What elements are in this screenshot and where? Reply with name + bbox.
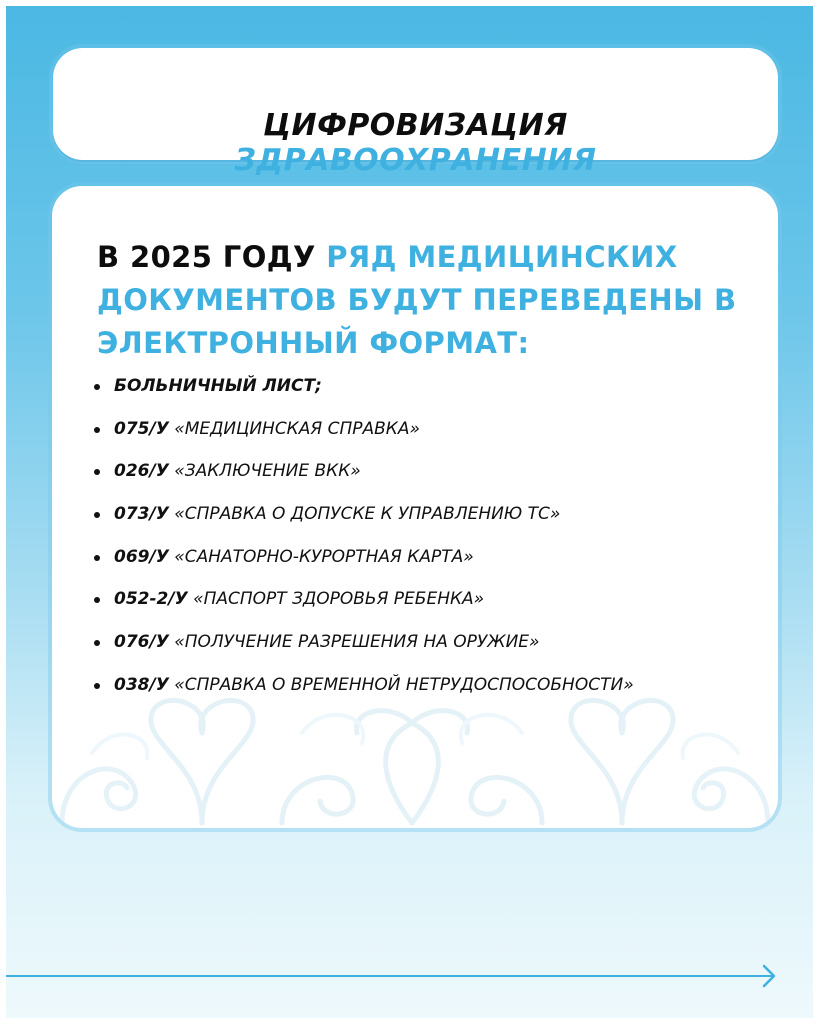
document-name: «ПАСПОРТ ЗДОРОВЬЯ РЕБЕНКА»	[193, 589, 485, 610]
bullet-icon	[94, 597, 100, 603]
bullet-icon	[94, 683, 100, 689]
list-item	[94, 587, 764, 630]
document-list	[94, 374, 764, 716]
title-card	[53, 48, 778, 178]
document-code: 075/У	[114, 418, 169, 439]
page-subtitle: ЗДРАВООХРАНЕНИЯ	[234, 143, 597, 178]
list-item	[94, 502, 764, 545]
bullet-icon	[94, 384, 100, 390]
document-code: 073/У	[114, 504, 169, 525]
document-code: 076/У	[114, 632, 169, 653]
list-item	[94, 545, 764, 588]
document-name: «СПРАВКА О ВРЕМЕННОЙ НЕТРУДОСПОСОБНОСТИ»	[174, 674, 634, 695]
bullet-icon	[94, 427, 100, 433]
document-name: «САНАТОРНО-КУРОРТНАЯ КАРТА»	[174, 546, 474, 567]
headline	[97, 236, 737, 365]
document-name: «СПРАВКА О ДОПУСКЕ К УПРАВЛЕНИЮ ТС»	[174, 504, 561, 525]
bullet-icon	[94, 469, 100, 475]
page-title: ЦИФРОВИЗАЦИЯ	[263, 108, 568, 143]
document-code: 069/У	[114, 546, 169, 567]
headline-year: В 2025 ГОДУ	[97, 240, 327, 274]
document-name: «ПОЛУЧЕНИЕ РАЗРЕШЕНИЯ НА ОРУЖИЕ»	[174, 632, 540, 653]
list-item	[94, 417, 764, 460]
document-code: 026/У	[114, 461, 169, 482]
bullet-icon	[94, 555, 100, 561]
list-item	[94, 630, 764, 673]
list-item	[94, 459, 764, 502]
bullet-icon	[94, 640, 100, 646]
document-code: 052-2/У	[114, 589, 188, 610]
document-name: БОЛЬНИЧНЫЙ ЛИСТ;	[114, 376, 322, 396]
content-card	[52, 186, 778, 828]
list-item	[94, 673, 764, 716]
headline-accent: РЯД МЕДИЦИНСКИХ ДОКУМЕНТОВ БУДУТ ПЕРЕВЕДЕНЫ В ЭЛЕКТРОННЫЙ ФОРМАТ:	[97, 240, 737, 360]
list-item	[94, 374, 764, 417]
bullet-icon	[94, 512, 100, 518]
document-code: 038/У	[114, 674, 169, 695]
document-name: «ЗАКЛЮЧЕНИЕ ВКК»	[174, 461, 361, 482]
arrow-right-icon[interactable]	[6, 961, 819, 991]
document-name: «МЕДИЦИНСКАЯ СПРАВКА»	[174, 418, 420, 439]
